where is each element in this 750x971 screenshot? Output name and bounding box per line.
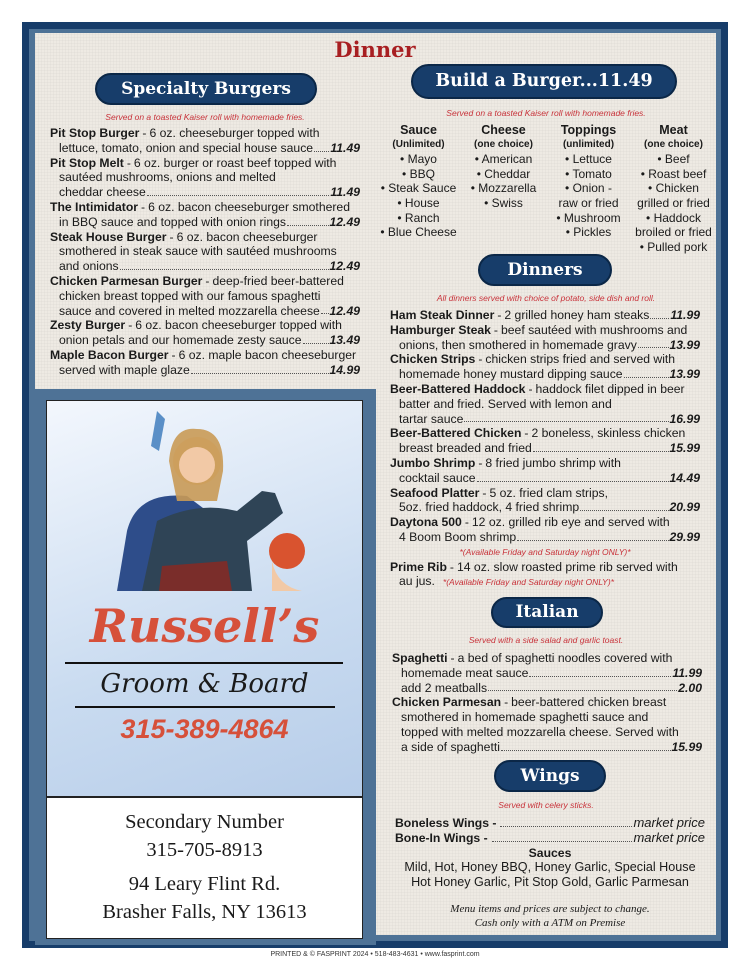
- item-name: Spaghetti: [392, 651, 448, 665]
- option-item: • Blue Cheese: [380, 225, 457, 240]
- item-name: Chicken Parmesan: [392, 695, 502, 710]
- item-price: 11.99: [672, 665, 702, 680]
- menu-item-line: [50, 200, 360, 215]
- dash: -: [205, 273, 210, 288]
- dash: -: [493, 322, 498, 337]
- item-description: chicken breast topped with our famous spaghetti: [59, 288, 321, 303]
- item-description: 6 oz. burger or roast beef topped with: [133, 155, 337, 170]
- dot-leader: [488, 681, 677, 692]
- wing-item: [395, 831, 705, 846]
- item-name: Ham Steak Dinner: [390, 308, 495, 322]
- menu-item-line: [50, 126, 360, 141]
- menu-item: [50, 318, 360, 348]
- italian-heading: Italian: [491, 597, 603, 628]
- item-description: 2 grilled honey ham steaks: [504, 308, 650, 322]
- wings-list: [395, 816, 705, 930]
- item-description: a side of spaghetti: [401, 739, 500, 754]
- italian-subtitle: Served with a side salad and garlic toast.: [468, 635, 624, 645]
- build-column-sauce: [376, 123, 461, 254]
- secondary-phone: 315-705-8913: [146, 839, 263, 861]
- menu-item: [390, 426, 700, 456]
- dash: -: [478, 352, 483, 367]
- dash: -: [141, 199, 146, 214]
- menu-item-line: [392, 710, 702, 725]
- menu-item-line: [390, 412, 700, 427]
- dot-leader: [624, 367, 669, 378]
- item-description: 14 oz. slow roasted prime rib served with: [456, 559, 678, 574]
- menu-item-line: [390, 441, 700, 456]
- item-description: cheddar cheese: [59, 185, 146, 200]
- item-description: 4 Boom Boom shrimp: [399, 529, 517, 544]
- menu-item-line: [392, 725, 702, 740]
- menu-item-line: [390, 426, 700, 441]
- dash: -: [169, 229, 174, 244]
- item-description: 6 oz. cheeseburger topped with: [149, 126, 320, 140]
- option-item: • Lettuce: [565, 152, 612, 167]
- option-item: • Tomato: [565, 166, 612, 181]
- divider: [65, 662, 343, 664]
- item-description: sauce and covered in melted mozzarella cheese: [59, 303, 320, 318]
- item-description: 6 oz. bacon cheeseburger smothered: [148, 199, 350, 214]
- menu-note: Menu items and prices are subject to change.: [450, 902, 650, 915]
- column-note: (one choice): [474, 138, 533, 150]
- wings-subtitle: Served with celery sticks.: [498, 800, 594, 810]
- address-line: 94 Leary Flint Rd.: [128, 873, 281, 895]
- item-name: Zesty Burger: [50, 318, 126, 333]
- dash: -: [497, 308, 502, 322]
- option-item: • Steak Sauce: [380, 181, 457, 196]
- menu-item-line: [390, 500, 700, 515]
- item-name: Jumbo Shrimp: [390, 455, 476, 470]
- menu-item-line: [50, 170, 360, 185]
- availability-note: *(Available Friday and Saturday night ONLY)*: [459, 546, 631, 557]
- item-description: haddock filet dipped in beer: [535, 381, 685, 396]
- wing-name: Bone-In Wings -: [395, 830, 488, 845]
- page-title: Dinner: [334, 37, 416, 62]
- item-name: Chicken Parmesan Burger: [50, 273, 203, 288]
- menu-item-line: [50, 141, 360, 156]
- column-title: Sauce: [400, 123, 437, 137]
- build-a-burger-options: [376, 123, 716, 254]
- item-description: smothered in steak sauce with sautéed mushrooms: [59, 244, 337, 259]
- menu-item: [392, 695, 702, 754]
- brand-name: Russell’s: [89, 599, 320, 653]
- option-item: • House: [397, 195, 440, 210]
- menu-item-line: [50, 230, 360, 245]
- item-description: beer-battered chicken breast: [511, 695, 667, 710]
- item-description: batter and fried. Served with lemon and: [399, 396, 612, 411]
- item-name: Daytona 500: [390, 515, 462, 530]
- column-title: Toppings: [560, 123, 617, 137]
- dash: -: [449, 559, 454, 574]
- menu-item-line: [390, 574, 700, 590]
- dash: -: [142, 126, 147, 140]
- wing-price: market price: [633, 830, 705, 845]
- dot-leader: [533, 441, 669, 452]
- menu-item: [50, 126, 360, 156]
- menu-item-line: [50, 289, 360, 304]
- menu-item-line: [50, 156, 360, 171]
- menu-item: [50, 156, 360, 200]
- menu-item: [392, 681, 702, 696]
- item-price: 12.49: [329, 303, 360, 318]
- dot-leader: [529, 666, 671, 677]
- cash-note: Cash only with a ATM on Premise: [474, 916, 626, 929]
- menu-item-line: [390, 323, 700, 338]
- option-item: • Ranch: [397, 210, 440, 225]
- advertisement-russells: [46, 400, 363, 939]
- dash: -: [504, 695, 509, 710]
- menu-item-line: [390, 530, 700, 545]
- item-description: 6 oz. bacon cheeseburger: [176, 229, 318, 244]
- item-description: beef sautéed with mushrooms and: [500, 322, 688, 337]
- item-name: Seafood Platter: [390, 485, 480, 500]
- menu-item-line: [50, 274, 360, 289]
- dot-leader: [477, 471, 669, 482]
- menu-item-line: [392, 740, 702, 755]
- item-description: au jus.: [399, 574, 435, 589]
- dinners-heading: Dinners: [478, 254, 612, 286]
- menu-item-line: [390, 338, 700, 353]
- item-price: 12.49: [329, 214, 360, 229]
- option-item: grilled or fried: [637, 195, 710, 210]
- menu-item-line: [390, 308, 700, 323]
- item-description: a bed of spaghetti noodles covered with: [457, 651, 673, 665]
- wing-price: market price: [633, 816, 705, 830]
- item-name: Pit Stop Burger: [50, 126, 140, 140]
- item-name: The Intimidator: [50, 199, 139, 214]
- item-description: homemade honey mustard dipping sauce: [399, 367, 623, 382]
- menu-item-line: [392, 681, 702, 696]
- item-description: lettuce, tomato, onion and special house sauce: [59, 140, 314, 155]
- secondary-number-label: Secondary Number: [125, 811, 284, 833]
- item-description: tartar sauce: [399, 411, 464, 426]
- dot-leader: [120, 259, 329, 270]
- dot-leader: [580, 500, 668, 511]
- printer-credit: PRINTED & © FASPRINT 2024 • 518-483-4631 • www.fasprint.com: [270, 951, 480, 958]
- dash: -: [482, 485, 487, 500]
- item-price: 14.99: [329, 362, 360, 377]
- menu-item: [50, 274, 360, 318]
- option-item: • American: [474, 152, 533, 167]
- dash: -: [171, 347, 176, 362]
- menu-item-line: [390, 560, 700, 575]
- item-description: smothered in homemade spaghetti sauce and: [401, 710, 649, 725]
- dash: -: [464, 515, 469, 530]
- dot-leader: [638, 338, 669, 349]
- menu-item-line: [390, 515, 700, 530]
- sauces-title: Sauces: [528, 845, 572, 860]
- item-price: 13.99: [669, 367, 700, 382]
- dot-leader: [517, 530, 668, 541]
- dot-leader: [287, 215, 329, 226]
- item-price: 16.99: [669, 411, 700, 426]
- item-description: 12 oz. grilled rib eye and served with: [471, 515, 670, 530]
- item-price: 11.99: [670, 308, 700, 322]
- wing-name: Boneless Wings -: [395, 816, 497, 830]
- item-name: Hamburger Steak: [390, 322, 491, 337]
- item-name: Prime Rib: [390, 559, 447, 574]
- availability-note: *(Available Friday and Saturday night ONLY)*: [442, 577, 614, 588]
- sauces-line: Hot Honey Garlic, Pit Stop Gold, Garlic Parmesan: [411, 875, 689, 890]
- item-name: Steak House Burger: [50, 229, 167, 244]
- dash: -: [528, 381, 533, 396]
- dot-leader: [191, 363, 329, 374]
- menu-item: [390, 456, 700, 486]
- item-description: in BBQ sauce and topped with onion rings: [59, 214, 286, 229]
- option-item: • Swiss: [484, 195, 523, 210]
- item-price: 13.49: [329, 333, 360, 348]
- menu-item-line: [392, 695, 702, 710]
- build-subtitle: Served on a toasted Kaiser roll with homemade fries.: [446, 108, 646, 118]
- dash: -: [478, 455, 483, 470]
- menu-item-line: [50, 259, 360, 274]
- menu-item-prime-rib: [390, 560, 700, 591]
- italian-list: [392, 651, 702, 755]
- item-price: 2.00: [678, 680, 702, 695]
- dash: -: [524, 426, 529, 441]
- dot-leader: [303, 333, 329, 344]
- item-description: topped with melted mozzarella cheese. Served with: [401, 724, 679, 739]
- item-description: 6 oz. bacon cheeseburger topped with: [135, 318, 342, 333]
- menu-item-line: [390, 397, 700, 412]
- item-description: onions, then smothered in homemade gravy: [399, 337, 637, 352]
- menu-item: [50, 348, 360, 378]
- menu-item-line: [390, 471, 700, 486]
- column-title: Meat: [659, 123, 688, 137]
- dash: -: [128, 318, 133, 333]
- item-price: 29.99: [669, 529, 700, 544]
- item-description: served with maple glaze: [59, 362, 190, 377]
- menu-item: [390, 515, 700, 559]
- item-description: 5 oz. fried clam strips,: [489, 485, 608, 500]
- menu-item-line: [50, 363, 360, 378]
- dot-leader: [501, 740, 671, 751]
- option-item: • Beef: [657, 152, 690, 167]
- option-item: • Cheddar: [476, 166, 531, 181]
- menu-item-line: [50, 215, 360, 230]
- option-item: • Mushroom: [556, 210, 621, 225]
- divider: [75, 706, 335, 708]
- dot-leader: [314, 141, 329, 152]
- menu-item: [390, 323, 700, 353]
- column-note: (Unlimited): [392, 138, 445, 150]
- menu-item-line: [392, 666, 702, 681]
- item-description: chicken strips fried and served with: [485, 352, 676, 367]
- item-price: 11.49: [330, 140, 360, 155]
- menu-item: [390, 382, 700, 426]
- item-name: Beer-Battered Haddock: [390, 381, 526, 396]
- menu-item: [390, 486, 700, 516]
- option-item: • Chicken: [648, 181, 699, 196]
- ad-contact-info: [47, 800, 362, 926]
- option-item: • BBQ: [402, 166, 435, 181]
- ad-illustration-area: [47, 401, 362, 798]
- item-price: 20.99: [669, 500, 700, 515]
- item-description: onion petals and our homemade zesty sauce: [59, 333, 302, 348]
- menu-item: [390, 308, 700, 323]
- dot-leader: [464, 412, 668, 423]
- menu-item-line: [50, 304, 360, 319]
- option-item: • Mayo: [400, 152, 437, 167]
- item-description: breast breaded and fried: [399, 441, 532, 456]
- brand-phone: 315-389-4864: [120, 714, 289, 744]
- menu-item-line: [50, 318, 360, 333]
- item-price: 11.49: [330, 185, 360, 200]
- menu-item: [50, 230, 360, 274]
- wings-heading: Wings: [494, 760, 606, 792]
- menu-item-line: [50, 244, 360, 259]
- item-price: 15.99: [671, 739, 702, 754]
- item-name: Maple Bacon Burger: [50, 347, 169, 362]
- menu-item-line: [390, 367, 700, 382]
- item-description: cocktail sauce: [399, 470, 476, 485]
- option-item: • Roast beef: [640, 166, 707, 181]
- item-name: Chicken Strips: [390, 352, 476, 367]
- item-description: and onions: [59, 259, 119, 274]
- brand-tagline: Groom & Board: [100, 669, 309, 699]
- dash: -: [450, 651, 455, 665]
- item-name: Beer-Battered Chicken: [390, 426, 522, 441]
- build-column-toppings: [546, 123, 631, 254]
- column-note: (unlimited): [562, 138, 615, 150]
- item-price: 13.99: [669, 337, 700, 352]
- item-description: deep-fried beer-battered: [212, 273, 344, 288]
- item-description: 2 boneless, skinless chicken: [531, 426, 686, 441]
- menu-item-line: [50, 333, 360, 348]
- menu-item-line: [390, 456, 700, 471]
- build-column-cheese: [461, 123, 546, 254]
- dinners-subtitle: All dinners served with choice of potato, side dish and roll.: [436, 293, 656, 303]
- wing-item: [395, 816, 705, 831]
- option-item: broiled or fried: [635, 225, 712, 240]
- item-name: Pit Stop Melt: [50, 155, 124, 170]
- item-description: 6 oz. maple bacon cheeseburger: [178, 347, 357, 362]
- menu-item: [390, 352, 700, 382]
- menu-item-line: [50, 185, 360, 200]
- menu-item-line: [390, 382, 700, 397]
- item-price: 15.99: [669, 441, 700, 456]
- specialty-burgers-list: [50, 126, 360, 378]
- groomer-illustration: [47, 401, 362, 601]
- dot-leader: [147, 185, 330, 196]
- dot-leader: [650, 308, 669, 319]
- option-item: • Pickles: [565, 225, 612, 240]
- build-a-burger-heading: Build a Burger...11.49: [411, 64, 677, 99]
- option-item: • Pulled pork: [639, 239, 708, 254]
- item-description: 8 fried jumbo shrimp with: [485, 455, 621, 470]
- dot-leader: [321, 304, 329, 315]
- item-price: 14.49: [669, 470, 700, 485]
- menu-item-line: [390, 486, 700, 501]
- address-line: Brasher Falls, NY 13613: [102, 901, 307, 923]
- item-description: 5oz. fried haddock, 4 fried shrimp: [399, 500, 580, 515]
- menu-item-line: [392, 651, 702, 666]
- item-price: 12.49: [329, 259, 360, 274]
- option-item: • Haddock: [646, 210, 701, 225]
- build-column-meat: [631, 123, 716, 254]
- dash: -: [126, 155, 131, 170]
- menu-item-line: [390, 352, 700, 367]
- item-description: add 2 meatballs: [401, 680, 488, 695]
- sauces-line: Mild, Hot, Honey BBQ, Honey Garlic, Special House: [404, 860, 696, 875]
- item-description: homemade meat sauce: [401, 665, 529, 680]
- column-title: Cheese: [481, 123, 526, 137]
- item-description: sautéed mushrooms, onions and melted: [59, 170, 276, 185]
- specialty-subtitle: Served on a toasted Kaiser roll with homemade fries.: [105, 112, 305, 122]
- option-item: raw or fried: [558, 195, 619, 210]
- option-item: • Onion -: [565, 181, 612, 196]
- specialty-burgers-heading: Specialty Burgers: [95, 73, 317, 105]
- column-note: (one choice): [644, 138, 703, 150]
- menu-item-line: [50, 348, 360, 363]
- menu-item: [50, 200, 360, 230]
- dinners-list: [390, 308, 700, 590]
- menu-item: [392, 651, 702, 681]
- option-item: • Mozzarella: [470, 181, 537, 196]
